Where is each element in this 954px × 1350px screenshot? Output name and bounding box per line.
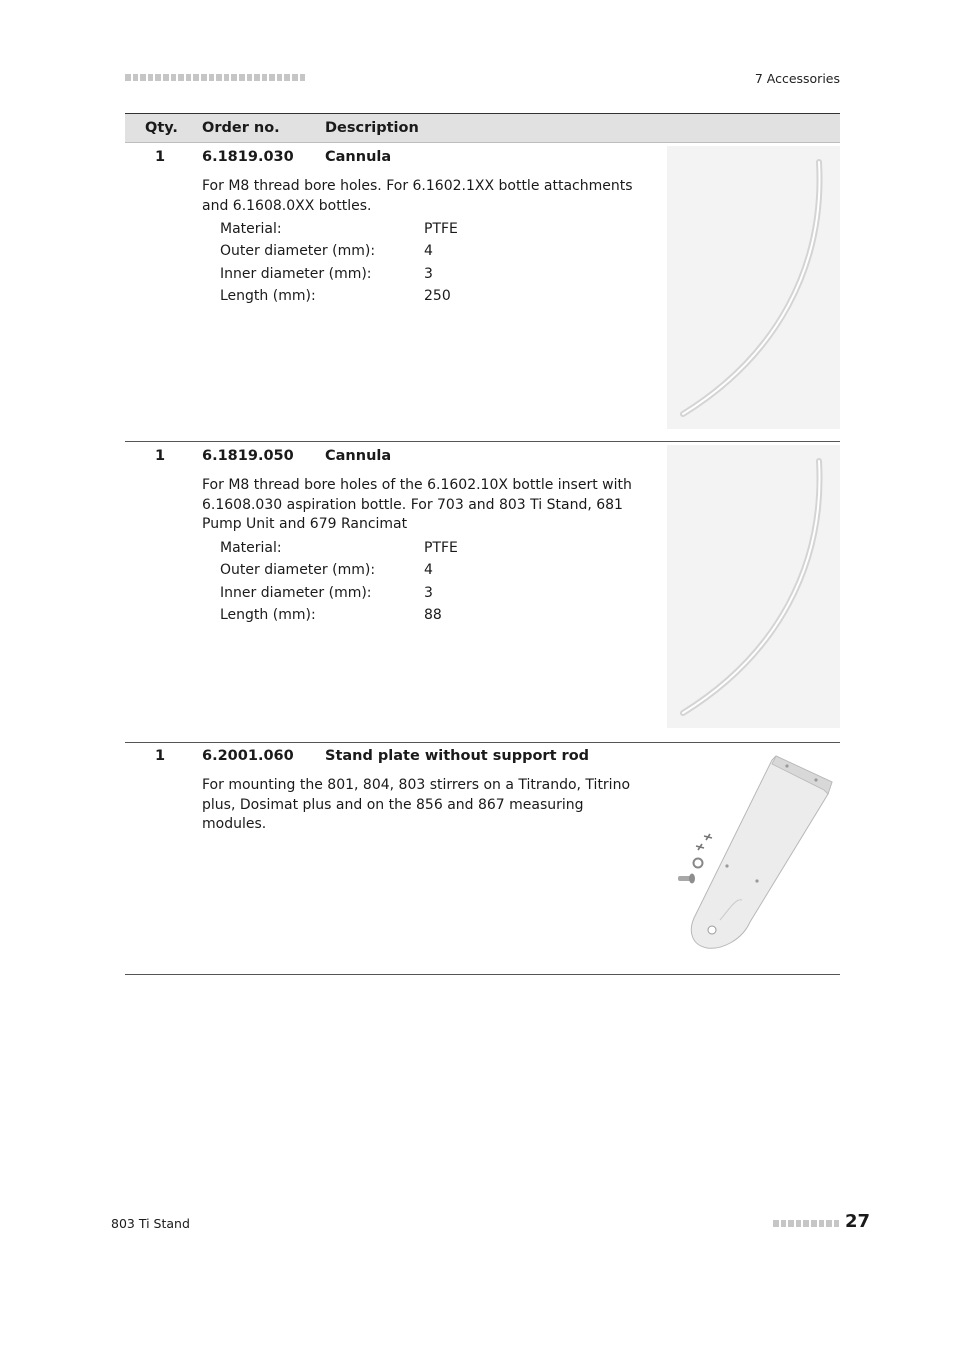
spec-value: 3 [424, 584, 433, 601]
spec-value: 3 [424, 265, 433, 282]
spec-label: Outer diameter (mm): [220, 243, 376, 260]
spec-label: Material: [220, 221, 282, 237]
chapter-title: 7 Accessories [754, 71, 840, 86]
row-divider [125, 742, 840, 743]
row-title: Cannula [325, 149, 392, 165]
spec-label: Length (mm): [220, 287, 316, 304]
cannula-image [667, 445, 840, 728]
row-qty: 1 [155, 149, 166, 165]
spec-label: Inner diameter (mm): [220, 265, 372, 282]
stand-plate-image [672, 750, 840, 960]
spec-value: 88 [424, 606, 442, 623]
spec-value: 4 [424, 562, 433, 579]
column-order-no: Order no. [202, 120, 280, 136]
spec-label: Material: [220, 540, 282, 556]
row-description: For M8 thread bore holes. For 6.1602.1XX bottle attachments and 6.1608.0XX bottles. [202, 178, 633, 214]
row-divider [125, 441, 840, 442]
row-title: Stand plate without support rod [325, 748, 590, 764]
row-description: For mounting the 801, 804, 803 stirrers on a Titrando, Titrino plus, Dosimat plus and on the 856 and 867 measuring modules. [202, 777, 631, 832]
page-number: 27 [845, 1211, 871, 1232]
spec-value: PTFE [424, 221, 458, 237]
spec-label: Outer diameter (mm): [220, 562, 376, 579]
spec-value: 250 [424, 287, 451, 304]
row-divider [125, 974, 840, 975]
spec-value: 4 [424, 243, 433, 260]
row-title: Cannula [325, 448, 392, 464]
row-order-no: 6.1819.050 [202, 448, 294, 464]
row-order-no: 6.1819.030 [202, 149, 294, 165]
cannula-image [667, 146, 840, 429]
column-description: Description [325, 120, 419, 136]
footer-product: 803 Ti Stand [111, 1216, 190, 1231]
header-decoration [125, 74, 305, 81]
row-qty: 1 [155, 448, 166, 464]
column-qty: Qty. [145, 120, 178, 136]
row-description: For M8 thread bore holes of the 6.1602.10X bottle insert with 6.1608.030 aspiration bottle. For 703 and 803 Ti Stand, 681 Pump Unit and 679 Rancimat [202, 477, 632, 532]
table-header [125, 113, 840, 143]
spec-label: Length (mm): [220, 606, 316, 623]
row-qty: 1 [155, 748, 166, 764]
row-order-no: 6.2001.060 [202, 748, 294, 764]
spec-value: PTFE [424, 540, 458, 556]
spec-label: Inner diameter (mm): [220, 584, 372, 601]
footer-decoration [773, 1220, 839, 1227]
